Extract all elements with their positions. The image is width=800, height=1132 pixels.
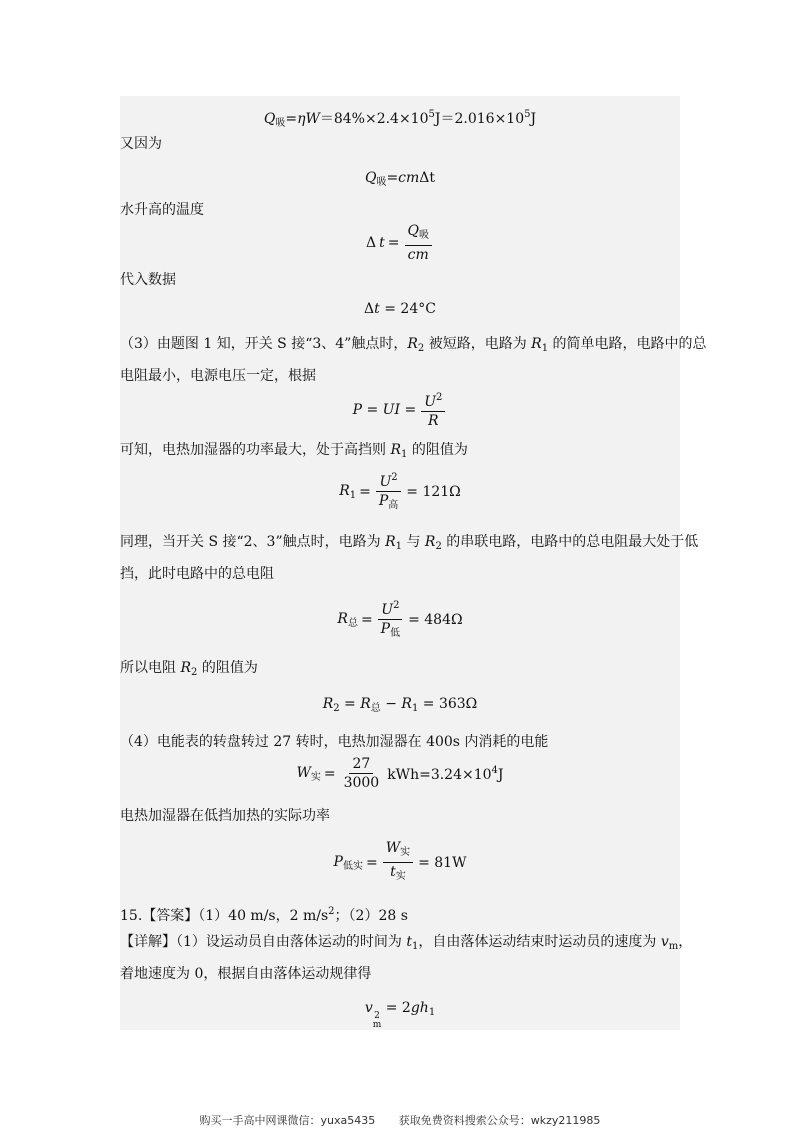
paragraph: （4）电能表的转盘转过 27 转时，电热加湿器在 400s 内消耗的电能 <box>120 734 549 750</box>
formula-delta-t-value: Δt = 24°C <box>364 301 436 317</box>
footer-account: 获取免费资料搜索公众号：wkzy211985 <box>398 1114 601 1127</box>
document-page <box>120 96 707 1030</box>
paragraph: 着地速度为 0，根据自由落体运动规律得 <box>120 966 372 982</box>
formula-power: P = UI = $\frac{U^2}{R}$ <box>120 390 680 429</box>
footer-wechat: 购买一手高中网课微信：yuxa5435 <box>199 1114 376 1127</box>
formula-delta-t: Δ t = $\frac{Q_吸}{cm}$ <box>120 223 680 263</box>
paragraph: 所以电阻 $R_2$ 的阻值为 <box>120 660 258 678</box>
answer-heading: 15.【答案】（1）40 m/s，2 $m/s^2$；（2）28 s <box>120 906 408 924</box>
paragraph: （3）由题图 1 知，开关 S 接“3、4”触点时，$R_2$ 被短路，电路为 $R_1$ 的简单电路，电路中的总 <box>120 336 707 354</box>
paragraph: 挡，此时电路中的总电阻 <box>120 566 274 582</box>
page-footer <box>0 1112 800 1128</box>
formula-r-total: $R_总$ = $\frac{U^2}{P_低}$ = 484Ω <box>337 600 463 639</box>
paragraph: 【详解】（1）设运动员自由落体运动的时间为 $t_1$，自由落体运动结束时运动员的速度为 $v_m$， <box>120 934 693 952</box>
paragraph: 电阻最小，电源电压一定，根据 <box>120 368 316 384</box>
paragraph: 水升高的温度 <box>120 202 204 218</box>
formula-r1: $R_1$ = $\frac{U^2}{P_高}$ = 121Ω <box>339 472 461 511</box>
formula-q-absorbed: $Q_吸=\eta W=84\%\times 2.4\times 10^5J=2.016\times 10^5J$ <box>263 109 537 129</box>
formula-free-fall: v 2 m = $2gh_1$ <box>364 1000 436 1030</box>
paragraph: 又因为 <box>120 136 162 152</box>
paragraph: 可知，电热加湿器的功率最大，处于高挡则 $R_1$ 的阻值为 <box>120 442 468 460</box>
formula-energy: $W_实$ = $\frac{27}{3000}$ $kWh=3.24\times 10^4J$ <box>296 756 504 791</box>
paragraph: 同理，当开关 S 接“2、3”触点时，电路为 $R_1$ 与 $R_2$ 的串联电路，电路中的总电阻最大处于低 <box>120 534 699 552</box>
paragraph: 代入数据 <box>120 272 176 288</box>
paragraph: 电热加湿器在低挡加热的实际功率 <box>120 808 330 824</box>
formula-r2: $R_2 = R_总 - R_1 = 363\Omega$ <box>322 696 478 714</box>
formula-heat: $Q_吸=cm\Delta t$ <box>364 170 436 188</box>
formula-actual-power: $P_{低实}$ = $\frac{W_实}{t_实}$ = 81W <box>333 840 467 882</box>
